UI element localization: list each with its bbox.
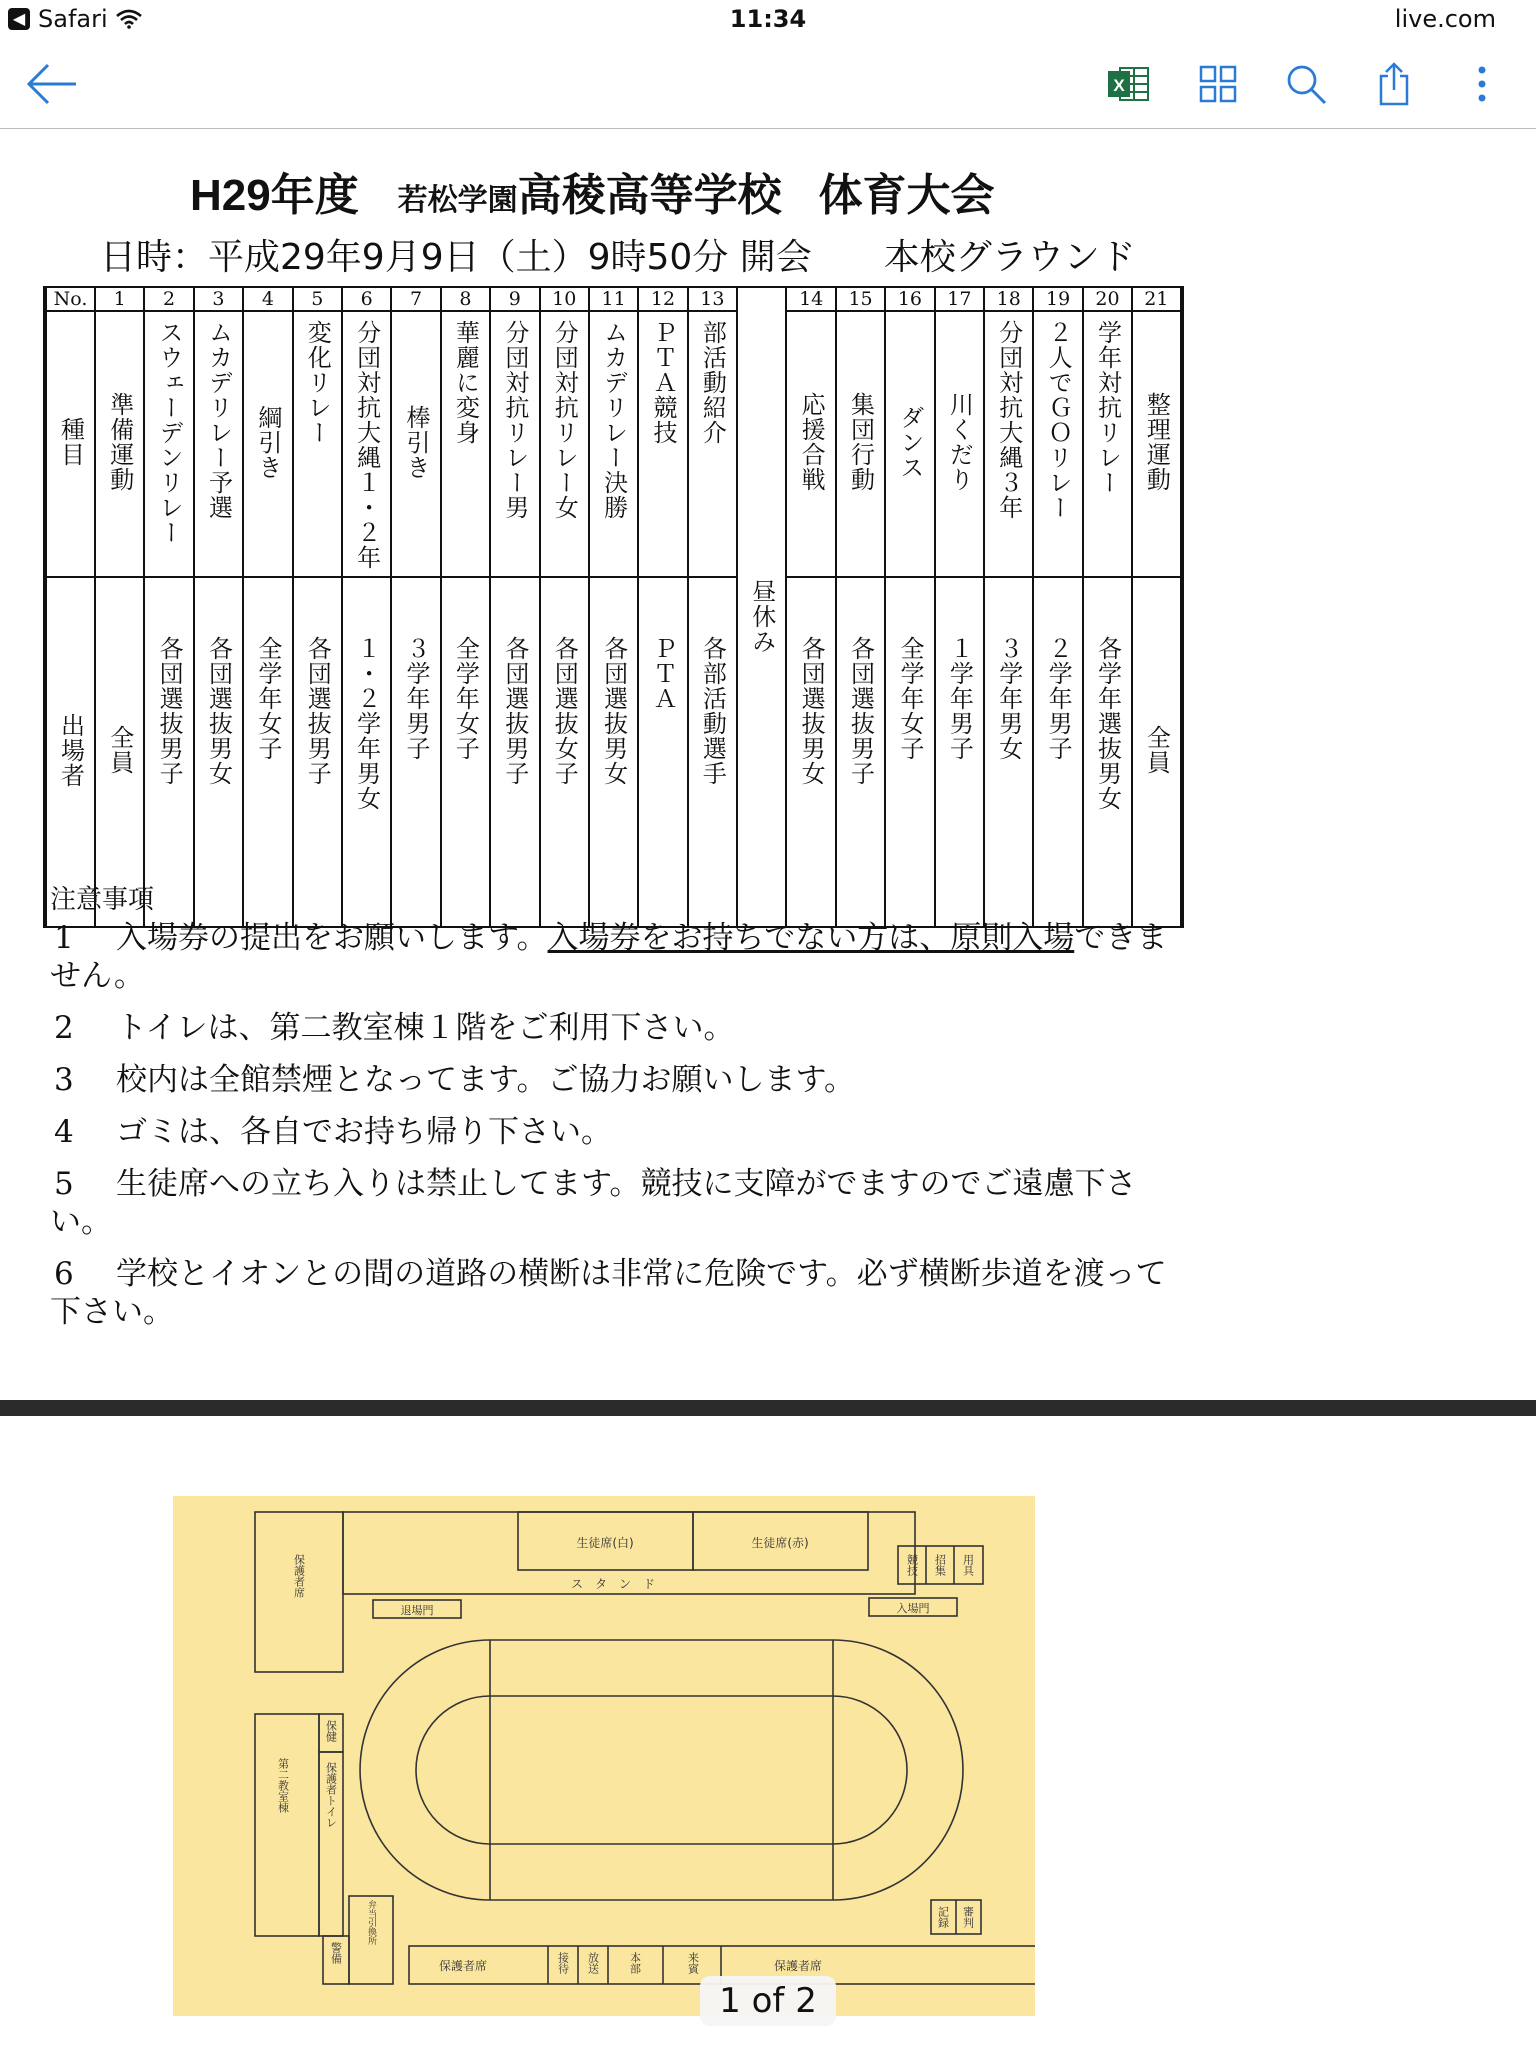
event-cell bbox=[95, 311, 144, 577]
lunch-header-cell bbox=[737, 287, 786, 311]
event-name: 応援合戦 bbox=[797, 392, 826, 492]
back-app-icon: ◀ bbox=[8, 8, 30, 30]
participant-text: １・２学年男女 bbox=[352, 636, 381, 811]
participant-text: 各部活動選手 bbox=[698, 636, 727, 786]
open-in-excel-button[interactable] bbox=[1098, 54, 1158, 114]
lunch-cell bbox=[737, 311, 786, 927]
event-cell bbox=[638, 311, 687, 577]
status-time: 11:34 bbox=[729, 5, 807, 33]
status-domain: live.com bbox=[1394, 5, 1496, 33]
participant-text: 全員 bbox=[1142, 725, 1171, 775]
participant-cell bbox=[589, 577, 638, 927]
note-number: 4 bbox=[54, 1114, 74, 1150]
note-number: 6 bbox=[54, 1256, 74, 1292]
row-label-event bbox=[45, 311, 95, 577]
event-name: 綱引き bbox=[253, 404, 282, 480]
column-number: 11 bbox=[589, 287, 638, 311]
grid-icon bbox=[1198, 64, 1238, 104]
participant-text: 各団選抜女子 bbox=[550, 636, 579, 786]
event-cell bbox=[540, 311, 589, 577]
participant-text: 全学年女子 bbox=[253, 636, 282, 761]
map-label: 接待 bbox=[556, 1952, 570, 1974]
participant-text: 全学年女子 bbox=[895, 636, 924, 761]
map-label: 保健 bbox=[324, 1720, 338, 1742]
map-label: 保護者席 bbox=[292, 1554, 306, 1598]
note-text-underlined: 入場券をお持ちでない方は、原則入場 bbox=[547, 920, 1075, 956]
note-number: 3 bbox=[54, 1062, 74, 1098]
note-text: 入場券の提出をお願いします。 bbox=[116, 920, 548, 956]
note-number: 2 bbox=[54, 1010, 74, 1046]
header-no-cell: No. bbox=[45, 287, 95, 311]
column-number: 21 bbox=[1132, 287, 1181, 311]
participant-cell bbox=[95, 577, 144, 927]
event-cell bbox=[885, 311, 934, 577]
participant-cell bbox=[984, 577, 1033, 927]
notes-title: 注意事項 bbox=[50, 885, 155, 915]
event-cell bbox=[144, 311, 193, 577]
map-label: 招集 bbox=[933, 1554, 947, 1576]
title-school-prefix: 若松学園 bbox=[397, 184, 518, 217]
note-item bbox=[50, 1061, 1180, 1099]
document-page-1 bbox=[0, 129, 1536, 1399]
share-button[interactable] bbox=[1364, 54, 1424, 114]
search-button[interactable] bbox=[1276, 54, 1336, 114]
participant-cell bbox=[441, 577, 490, 927]
map-label: 競技 bbox=[905, 1554, 919, 1576]
excel-icon bbox=[1106, 64, 1150, 104]
map-label: 本部 bbox=[628, 1952, 642, 1974]
back-arrow-icon bbox=[26, 62, 78, 106]
participant-cell bbox=[490, 577, 539, 927]
participant-text: 各団選抜男女 bbox=[797, 636, 826, 786]
participant-cell bbox=[638, 577, 687, 927]
event-name: 棒引き bbox=[402, 404, 431, 480]
participant-text: 各団選抜男女 bbox=[204, 636, 233, 786]
note-number: 5 bbox=[54, 1166, 74, 1202]
participant-text: 各団選抜男子 bbox=[303, 636, 332, 786]
event-name: 分団対抗大縄１・２年 bbox=[352, 320, 381, 570]
note-text: 生徒席への立ち入りは禁止してます。競技に支障がでますのでご遠慮下さい。 bbox=[50, 1166, 1137, 1240]
column-number: 15 bbox=[836, 287, 885, 311]
event-name: 整理運動 bbox=[1142, 392, 1171, 492]
column-number: 19 bbox=[1033, 287, 1082, 311]
map-label: 用具 bbox=[961, 1554, 975, 1576]
title-school: 高稜高等学校 bbox=[517, 171, 782, 220]
participant-cell bbox=[144, 577, 193, 927]
note-item bbox=[50, 1255, 1180, 1331]
note-item bbox=[50, 919, 1180, 995]
map-label: 生徒席(赤) bbox=[751, 1536, 809, 1550]
map-label: 生徒席(白) bbox=[576, 1536, 634, 1550]
note-item bbox=[50, 1165, 1180, 1241]
event-name: 分団対抗リレー女 bbox=[550, 320, 579, 520]
column-number: 2 bbox=[144, 287, 193, 311]
participant-cell bbox=[293, 577, 342, 927]
participant-text: 全学年女子 bbox=[451, 636, 480, 761]
participant-cell bbox=[342, 577, 391, 927]
participant-cell bbox=[1083, 577, 1132, 927]
participant-cell bbox=[243, 577, 292, 927]
participant-cell bbox=[194, 577, 243, 927]
event-name: ダンス bbox=[895, 404, 924, 480]
event-name: ムカデリレー予選 bbox=[204, 320, 233, 520]
page-separator bbox=[0, 1400, 1536, 1416]
event-cell bbox=[1033, 311, 1082, 577]
note-text: できません。 bbox=[50, 920, 1168, 994]
event-cell bbox=[194, 311, 243, 577]
note-text: ゴミは、各自でお持ち帰り下さい。 bbox=[116, 1114, 612, 1150]
event-name: 準備運動 bbox=[105, 392, 134, 492]
event-cell bbox=[342, 311, 391, 577]
row-label-event-text: 種目 bbox=[56, 417, 85, 467]
event-cell bbox=[984, 311, 1033, 577]
map-label: 記録 bbox=[936, 1906, 950, 1928]
more-button[interactable] bbox=[1452, 54, 1512, 114]
status-app-name: Safari bbox=[38, 5, 108, 33]
participant-text: 各団選抜男子 bbox=[500, 636, 529, 786]
participant-text: 各団選抜男子 bbox=[155, 636, 184, 786]
title-event: 体育大会 bbox=[818, 171, 995, 220]
column-number: 20 bbox=[1083, 287, 1132, 311]
table-row-participants bbox=[45, 577, 1182, 927]
map-label: 保護者席 bbox=[773, 1959, 823, 1973]
note-item bbox=[50, 1113, 1180, 1151]
note-text: 学校とイオンとの間の道路の横断は非常に危険です。必ず横断歩道を渡って下さい。 bbox=[50, 1256, 1167, 1330]
title-year: H29年度 bbox=[190, 171, 359, 220]
document-page-2 bbox=[0, 1416, 1536, 2048]
column-number: 5 bbox=[293, 287, 342, 311]
participant-cell bbox=[836, 577, 885, 927]
map-label: 警備 bbox=[329, 1942, 343, 1964]
column-number: 16 bbox=[885, 287, 934, 311]
participant-text: 各学年選抜男女 bbox=[1093, 636, 1122, 811]
event-cell bbox=[441, 311, 490, 577]
event-name: 集団行動 bbox=[846, 392, 875, 492]
event-name: 分団対抗大縄３年 bbox=[994, 320, 1023, 520]
participant-text: 各団選抜男女 bbox=[599, 636, 628, 786]
document-title bbox=[190, 159, 995, 223]
participant-cell bbox=[1132, 577, 1181, 927]
note-text: トイレは、第二教室棟１階をご利用下さい。 bbox=[116, 1010, 735, 1046]
event-cell bbox=[243, 311, 292, 577]
map-label: 第二教室棟 bbox=[276, 1758, 290, 1813]
event-cell bbox=[391, 311, 440, 577]
column-number: 3 bbox=[194, 287, 243, 311]
participant-text: 全員 bbox=[105, 725, 134, 775]
column-number: 18 bbox=[984, 287, 1033, 311]
more-icon bbox=[1476, 64, 1488, 104]
participant-text: ３学年男子 bbox=[402, 636, 431, 761]
participant-cell bbox=[1033, 577, 1082, 927]
column-number: 10 bbox=[540, 287, 589, 311]
note-number: 1 bbox=[54, 920, 74, 956]
document-subtitle: 日時：平成29年9月9日（土）9時50分 開会 本校グラウンド bbox=[100, 237, 1136, 278]
event-name: 学年対抗リレー bbox=[1093, 320, 1122, 495]
map-label: 保護者席 bbox=[438, 1959, 488, 1973]
row-label-participants bbox=[45, 577, 95, 927]
page-indicator: 1 of 2 bbox=[700, 1976, 836, 2026]
column-number: 4 bbox=[243, 287, 292, 311]
column-number: 6 bbox=[342, 287, 391, 311]
event-cell bbox=[490, 311, 539, 577]
back-button[interactable] bbox=[22, 54, 82, 114]
event-name: 部活動紹介 bbox=[698, 320, 727, 445]
svg-text:X: X bbox=[1113, 76, 1125, 95]
event-cell bbox=[589, 311, 638, 577]
map-label: ス タ ン ド bbox=[570, 1577, 656, 1591]
participant-cell bbox=[540, 577, 589, 927]
event-cell bbox=[935, 311, 984, 577]
column-number: 14 bbox=[786, 287, 835, 311]
column-number: 17 bbox=[935, 287, 984, 311]
column-number: 7 bbox=[391, 287, 440, 311]
thumbnails-button[interactable] bbox=[1188, 54, 1248, 114]
map-label: 放送 bbox=[586, 1952, 600, 1974]
map-label: 退場門 bbox=[400, 1604, 434, 1617]
participant-text: ２学年男子 bbox=[1044, 636, 1073, 761]
status-bar bbox=[0, 0, 1536, 40]
event-cell bbox=[293, 311, 342, 577]
participant-text: １学年男子 bbox=[945, 636, 974, 761]
participant-cell bbox=[786, 577, 835, 927]
event-name: ムカデリレー決勝 bbox=[599, 320, 628, 520]
table-row-events bbox=[45, 311, 1182, 577]
event-name: スウェーデンリレー bbox=[155, 320, 184, 545]
participant-text: 各団選抜男子 bbox=[846, 636, 875, 786]
event-name: ＰＴＡ競技 bbox=[648, 320, 677, 445]
participant-cell bbox=[391, 577, 440, 927]
column-number: 9 bbox=[490, 287, 539, 311]
note-item bbox=[50, 1009, 1180, 1047]
event-name: ２人でＧＯリレー bbox=[1044, 320, 1073, 520]
event-cell bbox=[1083, 311, 1132, 577]
event-cell bbox=[786, 311, 835, 577]
event-name: 華麗に変身 bbox=[451, 320, 480, 445]
schedule-table bbox=[43, 286, 1184, 928]
lunch-text: 昼休み bbox=[747, 579, 776, 654]
search-icon bbox=[1285, 63, 1327, 105]
event-cell bbox=[836, 311, 885, 577]
map-label: 審判 bbox=[961, 1906, 975, 1928]
note-text: 校内は全館禁煙となってます。ご協力お願いします。 bbox=[116, 1062, 856, 1098]
map-label: 入場門 bbox=[896, 1602, 930, 1615]
map-label: 保護者トイレ bbox=[324, 1762, 338, 1828]
table-row-numbers bbox=[45, 287, 1182, 311]
map-label: 弁当引換所 bbox=[366, 1900, 376, 1945]
share-icon bbox=[1377, 62, 1411, 106]
column-number: 1 bbox=[95, 287, 144, 311]
column-number: 12 bbox=[638, 287, 687, 311]
map-label: 来賓 bbox=[686, 1952, 700, 1974]
column-number: 8 bbox=[441, 287, 490, 311]
event-cell bbox=[688, 311, 737, 577]
event-name: 変化リレー bbox=[303, 320, 332, 445]
viewer-toolbar bbox=[0, 40, 1536, 129]
event-cell bbox=[1132, 311, 1181, 577]
participant-cell bbox=[885, 577, 934, 927]
venue-map bbox=[173, 1496, 1035, 2016]
participant-cell bbox=[688, 577, 737, 927]
event-name: 分団対抗リレー男 bbox=[500, 320, 529, 520]
event-name: 川くだり bbox=[945, 392, 974, 492]
column-number: 13 bbox=[688, 287, 737, 311]
row-label-participants-text: 出場者 bbox=[56, 712, 85, 788]
participant-text: ３学年男女 bbox=[994, 636, 1023, 761]
participant-cell bbox=[935, 577, 984, 927]
participant-text: ＰＴＡ bbox=[648, 636, 677, 711]
notes-section bbox=[50, 885, 1180, 1345]
